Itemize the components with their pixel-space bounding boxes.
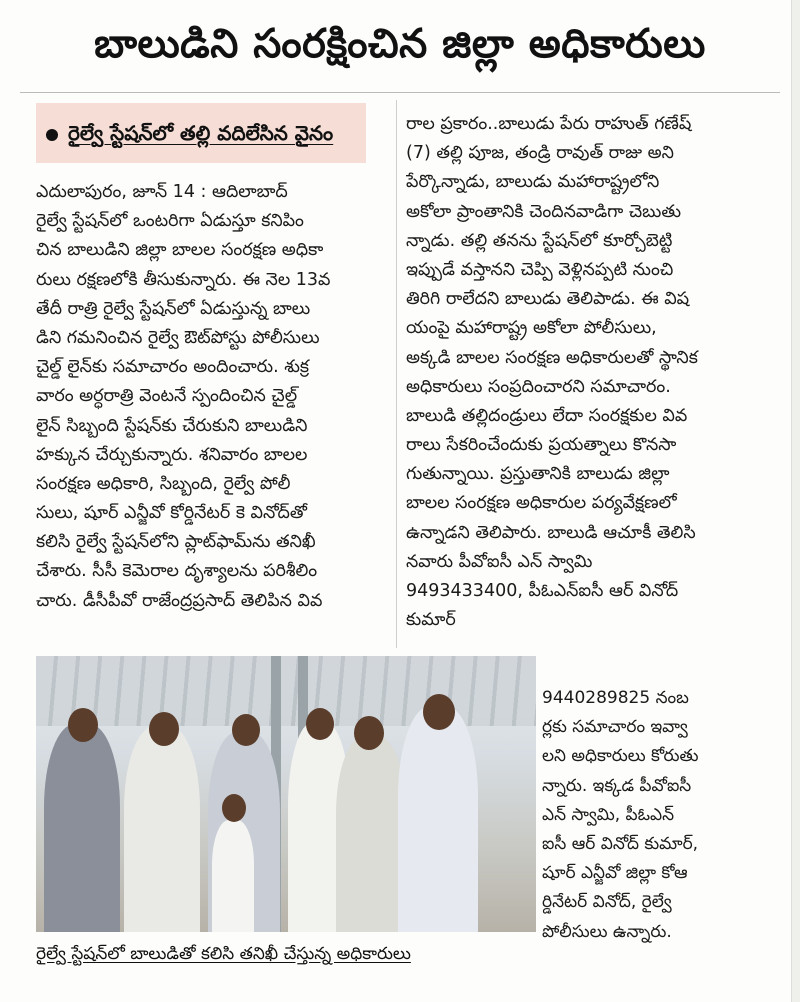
column-2-line: గుతున్నాయి. ప్రస్తుతానికి బాలుడు జిల్లా bbox=[406, 464, 670, 485]
column-2-line: తిరిగి రాలేదని బాలుడు తెలిపాడు. ఈ విష bbox=[406, 289, 690, 310]
column-1-line: చైల్డ్ లైన్‌కు సమాచారం అందించారు. శుక్ర bbox=[36, 357, 310, 378]
column-2-line: (7) తల్లి పూజ, తండ్రి రావుత్ రాజు అని bbox=[406, 143, 674, 164]
column-1-line: రైల్వే స్టేషన్‌లో ఒంటరిగా ఏడుస్తూ కనిపిం bbox=[36, 211, 304, 232]
column-2-line: ఉన్నాడని తెలిపారు. బాలుడి ఆచూకీ తెలిసి bbox=[406, 522, 696, 543]
column-2-continued-line: ర్డినేటర్ వినోద్, రైల్వే bbox=[542, 892, 672, 913]
column-1-line: రులు రక్షణలోకి తీసుకున్నారు. ఈ నెల 13వ bbox=[36, 269, 331, 290]
photo-child-head bbox=[222, 794, 246, 822]
photo-person bbox=[44, 724, 120, 932]
article-column-1 bbox=[36, 178, 392, 616]
photo-person bbox=[124, 726, 200, 932]
photo-person bbox=[398, 706, 478, 932]
column-2-line: అధికారులు సంప్రదించారని సమాచారం. bbox=[406, 376, 671, 397]
column-2-continued-line: పోలీసులు ఉన్నారు. bbox=[542, 921, 672, 942]
column-2-line: 9493433400, పీఓఎన్ఐసీ ఆర్ వినోద్ bbox=[406, 581, 679, 601]
column-2-line: న్నాడు. తల్లి తనను స్టేషన్‌లో కూర్చోబెట్టి bbox=[406, 230, 673, 251]
column-2-line: రాల ప్రకారం..బాలుడు పేరు రాహుత్ గణేష్ bbox=[406, 114, 692, 134]
column-1-line: చారు. డీసీపీవో రాజేంద్రప్రసాద్ తెలిపిన వివ bbox=[36, 590, 323, 611]
subheadline: రైల్వే స్టేషన్‌లో తల్లి వదిలేసిన వైనం bbox=[68, 121, 334, 145]
photo-canopy bbox=[36, 656, 536, 726]
news-photo bbox=[36, 656, 536, 932]
column-1-line: చిన బాలుడిని జిల్లా బాలల సంరక్షణ అధికా bbox=[36, 240, 324, 261]
column-2-line: కుమార్ bbox=[406, 610, 456, 631]
column-1-line: లైన్ సిబ్బంది స్టేషన్‌కు చేరుకుని బాలుడిని bbox=[36, 415, 308, 436]
article-column-2 bbox=[406, 110, 774, 635]
column-1-line: డిని గమనించిన రైల్వే ఔట్‌పోస్టు పోలీసులు bbox=[36, 327, 320, 348]
column-2-continued-line: లని అధికారులు కోరుతు bbox=[542, 746, 699, 767]
column-1-line: చేశారు. సీసీ కెమెరాల దృశ్యాలను పరిశీలిం bbox=[36, 561, 318, 582]
column-2-continued-line: ఎన్ స్వామి, పీఓఎన్ bbox=[542, 804, 675, 825]
column-2-continued-line: ర్లకు సమాచారం ఇవ్వా bbox=[542, 717, 688, 738]
headline: బాలుడిని సంరక్షించిన జిల్లా అధికారులు bbox=[94, 21, 706, 67]
column-divider bbox=[396, 100, 397, 648]
column-1-line: కలిసి రైల్వే స్టేషన్‌లోని ప్లాట్‌ఫామ్‌ను తనిఖీ bbox=[36, 532, 316, 553]
photo-person-head bbox=[423, 694, 455, 730]
column-2-line: అక్కడి బాలల సంరక్షణ అధికారులతో స్థానిక bbox=[406, 347, 698, 368]
photo-caption-box bbox=[36, 938, 536, 970]
column-2-line: నవారు పీవోఐసీ ఎన్ స్వామి bbox=[406, 551, 593, 572]
column-2-line: అకోలా ప్రాంతానికి చెందినవాడిగా చెబుతు bbox=[406, 201, 682, 222]
bullet-icon bbox=[46, 129, 58, 141]
column-2-continued-line: షూర్ ఎన్జీవో జిల్లా కోఆ bbox=[542, 863, 688, 884]
column-2-line: పేర్కొన్నాడు, బాలుడు మహారాష్ట్రలోని bbox=[406, 172, 660, 193]
column-1-line: సులు, షూర్ ఎన్జీవో కోర్డినేటర్ కె వినోద్‌తో bbox=[36, 503, 307, 524]
column-2-line: రాలు సేకరించేందుకు ప్రయత్నాలు కొనసా bbox=[406, 435, 677, 456]
column-2-continued-line: 9440289825 నంబ bbox=[542, 688, 689, 708]
column-1-line: వారం అర్ధరాత్రి వెంటనే స్పందించిన చైల్డ్ bbox=[36, 386, 298, 407]
column-2-line: బాలుడి తల్లిదండ్రులు లేదా సంరక్షకుల వివ bbox=[406, 405, 688, 426]
headline-divider bbox=[20, 92, 780, 93]
column-1-line: హక్కున చేర్చుకున్నారు. శనివారం బాలల bbox=[36, 444, 308, 465]
photo-person-head bbox=[354, 716, 384, 750]
column-1-line: తేదీ రాత్రి రైల్వే స్టేషన్‌లో ఏడుస్తున్న బాలు bbox=[36, 298, 311, 319]
column-2-continued-line: న్నారు. ఇక్కడ పీవోఐసీ bbox=[542, 775, 692, 796]
column-2-continued-line: ఐసీ ఆర్ వినోద్ కుమార్, bbox=[542, 833, 699, 854]
photo-person-head bbox=[232, 714, 260, 746]
subheadline-box bbox=[36, 103, 366, 163]
page-edge-strip bbox=[791, 0, 800, 1002]
photo-child bbox=[212, 820, 254, 932]
column-2-line: యంపై మహారాష్ట్ర అకోలా పోలీసులు, bbox=[406, 318, 657, 339]
photo-person-head bbox=[149, 712, 179, 746]
photo-person-head bbox=[306, 708, 334, 740]
column-2-line: బాలల సంరక్షణ అధికారుల పర్యవేక్షణలో bbox=[406, 493, 677, 514]
column-1-line: సంరక్షణ అధికారి, సిబ్బంది, రైల్వే పోలీ bbox=[36, 473, 291, 494]
column-2-line: ఇప్పుడే వస్తానని చెప్పి వెళ్లినప్పటి నుంచి bbox=[406, 259, 674, 280]
photo-caption: రైల్వే స్టేషన్‌లో బాలుడితో కలిసి తనిఖీ చేస్తున్న అధికారులు bbox=[36, 944, 411, 964]
article-column-2-continued bbox=[542, 684, 774, 947]
photo-person-head bbox=[68, 708, 98, 742]
column-1-line: ఎదులాపురం, జూన్ 14 : ఆదిలాబాద్ bbox=[36, 182, 288, 202]
photo-person bbox=[336, 736, 406, 932]
